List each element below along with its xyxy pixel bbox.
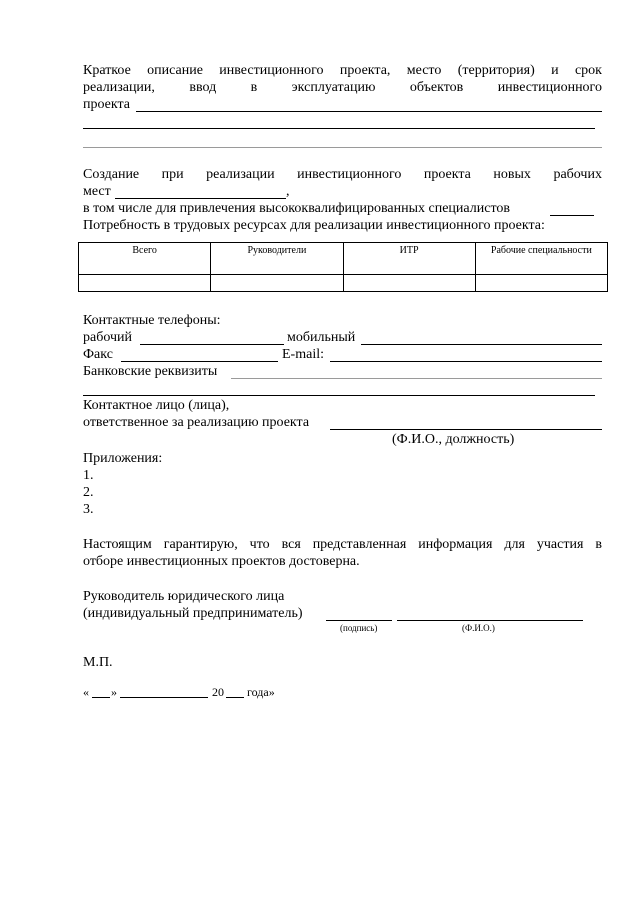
table-header-managers: Руководители: [211, 243, 343, 275]
mobile-phone-label: мобильный: [287, 330, 356, 345]
jobs-places-comma: ,: [286, 184, 290, 199]
work-phone-field[interactable]: [140, 344, 284, 345]
resources-table: [78, 242, 608, 292]
project-desc-label: проекта: [83, 97, 130, 112]
contact-person-line1: Контактное лицо (лица),: [83, 398, 230, 413]
project-desc-line2: реализации, ввод в эксплуатацию объектов инвестиционного: [83, 80, 602, 95]
table-cell-itr[interactable]: [343, 275, 475, 292]
signature-field[interactable]: [326, 620, 392, 621]
mobile-phone-field[interactable]: [361, 344, 602, 345]
project-desc-field-3[interactable]: [83, 147, 602, 148]
guarantee-line1: Настоящим гарантирую, что вся представленная информация для участия в: [83, 537, 602, 552]
project-desc-line1: Краткое описание инвестиционного проекта, место (территория) и срок: [83, 63, 602, 78]
date-year-prefix: 20: [212, 685, 224, 699]
jobs-specialists-field[interactable]: [550, 215, 594, 216]
date-open-quote: «: [83, 685, 89, 699]
guarantee-line2: отборе инвестиционных проектов достоверна.: [83, 554, 360, 569]
table-cell-workers[interactable]: [475, 275, 607, 292]
table-cell-managers[interactable]: [211, 275, 343, 292]
appendix-title: Приложения:: [83, 451, 163, 466]
date-month-field[interactable]: [120, 697, 208, 698]
table-header-workers: Рабочие специальности: [475, 243, 607, 275]
jobs-specialists-label: в том числе для привлечения высококвалифицированных специалистов: [83, 201, 510, 216]
fax-label: Факс: [83, 347, 113, 362]
signature-name-field[interactable]: [397, 620, 583, 621]
project-desc-field-1[interactable]: [136, 111, 602, 112]
jobs-places-field[interactable]: [115, 198, 286, 199]
stamp-label: М.П.: [83, 655, 113, 670]
date-year-field[interactable]: [226, 697, 244, 698]
table-header-row: [79, 243, 608, 275]
contact-person-line2: ответственное за реализацию проекта: [83, 415, 310, 430]
bank-details-field-1[interactable]: [231, 378, 602, 379]
jobs-places-label: мест: [83, 184, 111, 199]
fax-field[interactable]: [121, 361, 278, 362]
date-day-field[interactable]: [92, 697, 110, 698]
appendix-item-2: 2.: [83, 485, 94, 500]
table-cell-total[interactable]: [79, 275, 211, 292]
appendix-item-3: 3.: [83, 502, 94, 517]
signature-line1: Руководитель юридического лица: [83, 589, 285, 604]
table-header-itr: ИТР: [343, 243, 475, 275]
bank-details-label: Банковские реквизиты: [83, 364, 218, 379]
contacts-title: Контактные телефоны:: [83, 313, 221, 328]
date-suffix: года»: [247, 685, 275, 699]
table-header-total: Всего: [79, 243, 211, 275]
jobs-needs-label: Потребность в трудовых ресурсах для реализации инвестиционного проекта:: [83, 218, 545, 233]
project-desc-field-2[interactable]: [83, 128, 595, 129]
bank-details-field-2[interactable]: [83, 395, 595, 396]
contact-person-caption: (Ф.И.О., должность): [392, 432, 515, 447]
work-phone-label: рабочий: [83, 330, 132, 345]
date-close-quote: »: [111, 685, 117, 699]
email-field[interactable]: [330, 361, 602, 362]
name-caption: (Ф.И.О.): [462, 623, 495, 633]
contact-person-field[interactable]: [330, 429, 602, 430]
appendix-item-1: 1.: [83, 468, 94, 483]
signature-caption: (подпись): [340, 623, 378, 633]
jobs-line1: Создание при реализации инвестиционного проекта новых рабочих: [83, 167, 602, 182]
email-label: E-mail:: [282, 347, 324, 362]
table-row: [79, 275, 608, 292]
signature-line2: (индивидуальный предприниматель): [83, 606, 303, 621]
